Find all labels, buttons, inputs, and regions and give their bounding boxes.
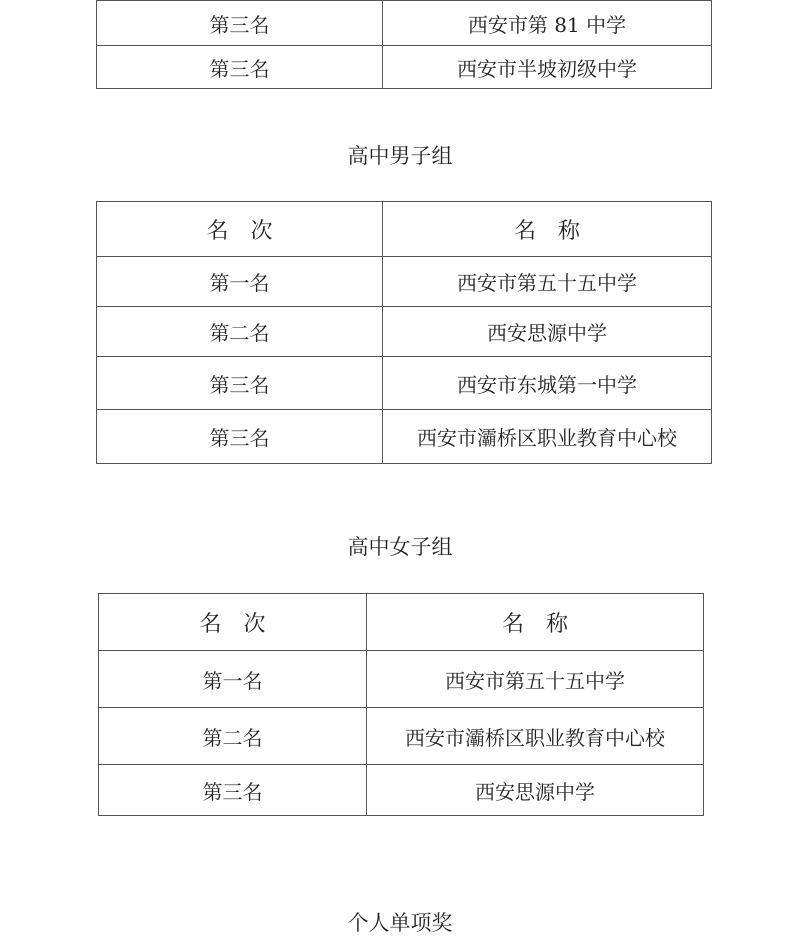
table-row (99, 765, 704, 816)
rank-cell: 第三名 (97, 46, 383, 89)
table-row (97, 46, 712, 89)
school-cell: 西安思源中学 (367, 765, 704, 816)
rank-cell: 第二名 (97, 307, 383, 357)
rank-cell: 第三名 (99, 765, 367, 816)
top-results-table (96, 0, 712, 89)
rank-cell: 第三名 (97, 357, 383, 410)
school-cell: 西安市东城第一中学 (383, 357, 712, 410)
rank-cell: 第一名 (97, 257, 383, 307)
table-row (97, 357, 712, 410)
school-cell: 西安市第 81 中学 (383, 1, 712, 46)
rank-cell: 第三名 (97, 1, 383, 46)
table-row (97, 1, 712, 46)
school-cell: 西安思源中学 (383, 307, 712, 357)
table-row (97, 410, 712, 464)
school-cell: 西安市半坡初级中学 (383, 46, 712, 89)
rank-cell: 第一名 (99, 651, 367, 708)
table-row (97, 257, 712, 307)
school-cell: 西安市第五十五中学 (367, 651, 704, 708)
table-row (99, 708, 704, 765)
table-header-row (99, 594, 704, 651)
school-cell: 西安市第五十五中学 (383, 257, 712, 307)
girls-results-table (98, 593, 704, 816)
rank-column-header: 名 次 (97, 202, 383, 257)
table-header-row (97, 202, 712, 257)
individual-section-title: 个人单项奖 (347, 911, 453, 935)
name-column-header: 名 称 (383, 202, 712, 257)
girls-section-title: 高中女子组 (347, 535, 453, 559)
rank-cell: 第三名 (97, 410, 383, 464)
name-column-header: 名 称 (367, 594, 704, 651)
school-cell: 西安市灞桥区职业教育中心校 (367, 708, 704, 765)
rank-cell: 第二名 (99, 708, 367, 765)
table-row (99, 651, 704, 708)
table-row (97, 307, 712, 357)
boys-section-title: 高中男子组 (347, 144, 453, 168)
school-cell: 西安市灞桥区职业教育中心校 (383, 410, 712, 464)
boys-results-table (96, 201, 712, 464)
rank-column-header: 名 次 (99, 594, 367, 651)
